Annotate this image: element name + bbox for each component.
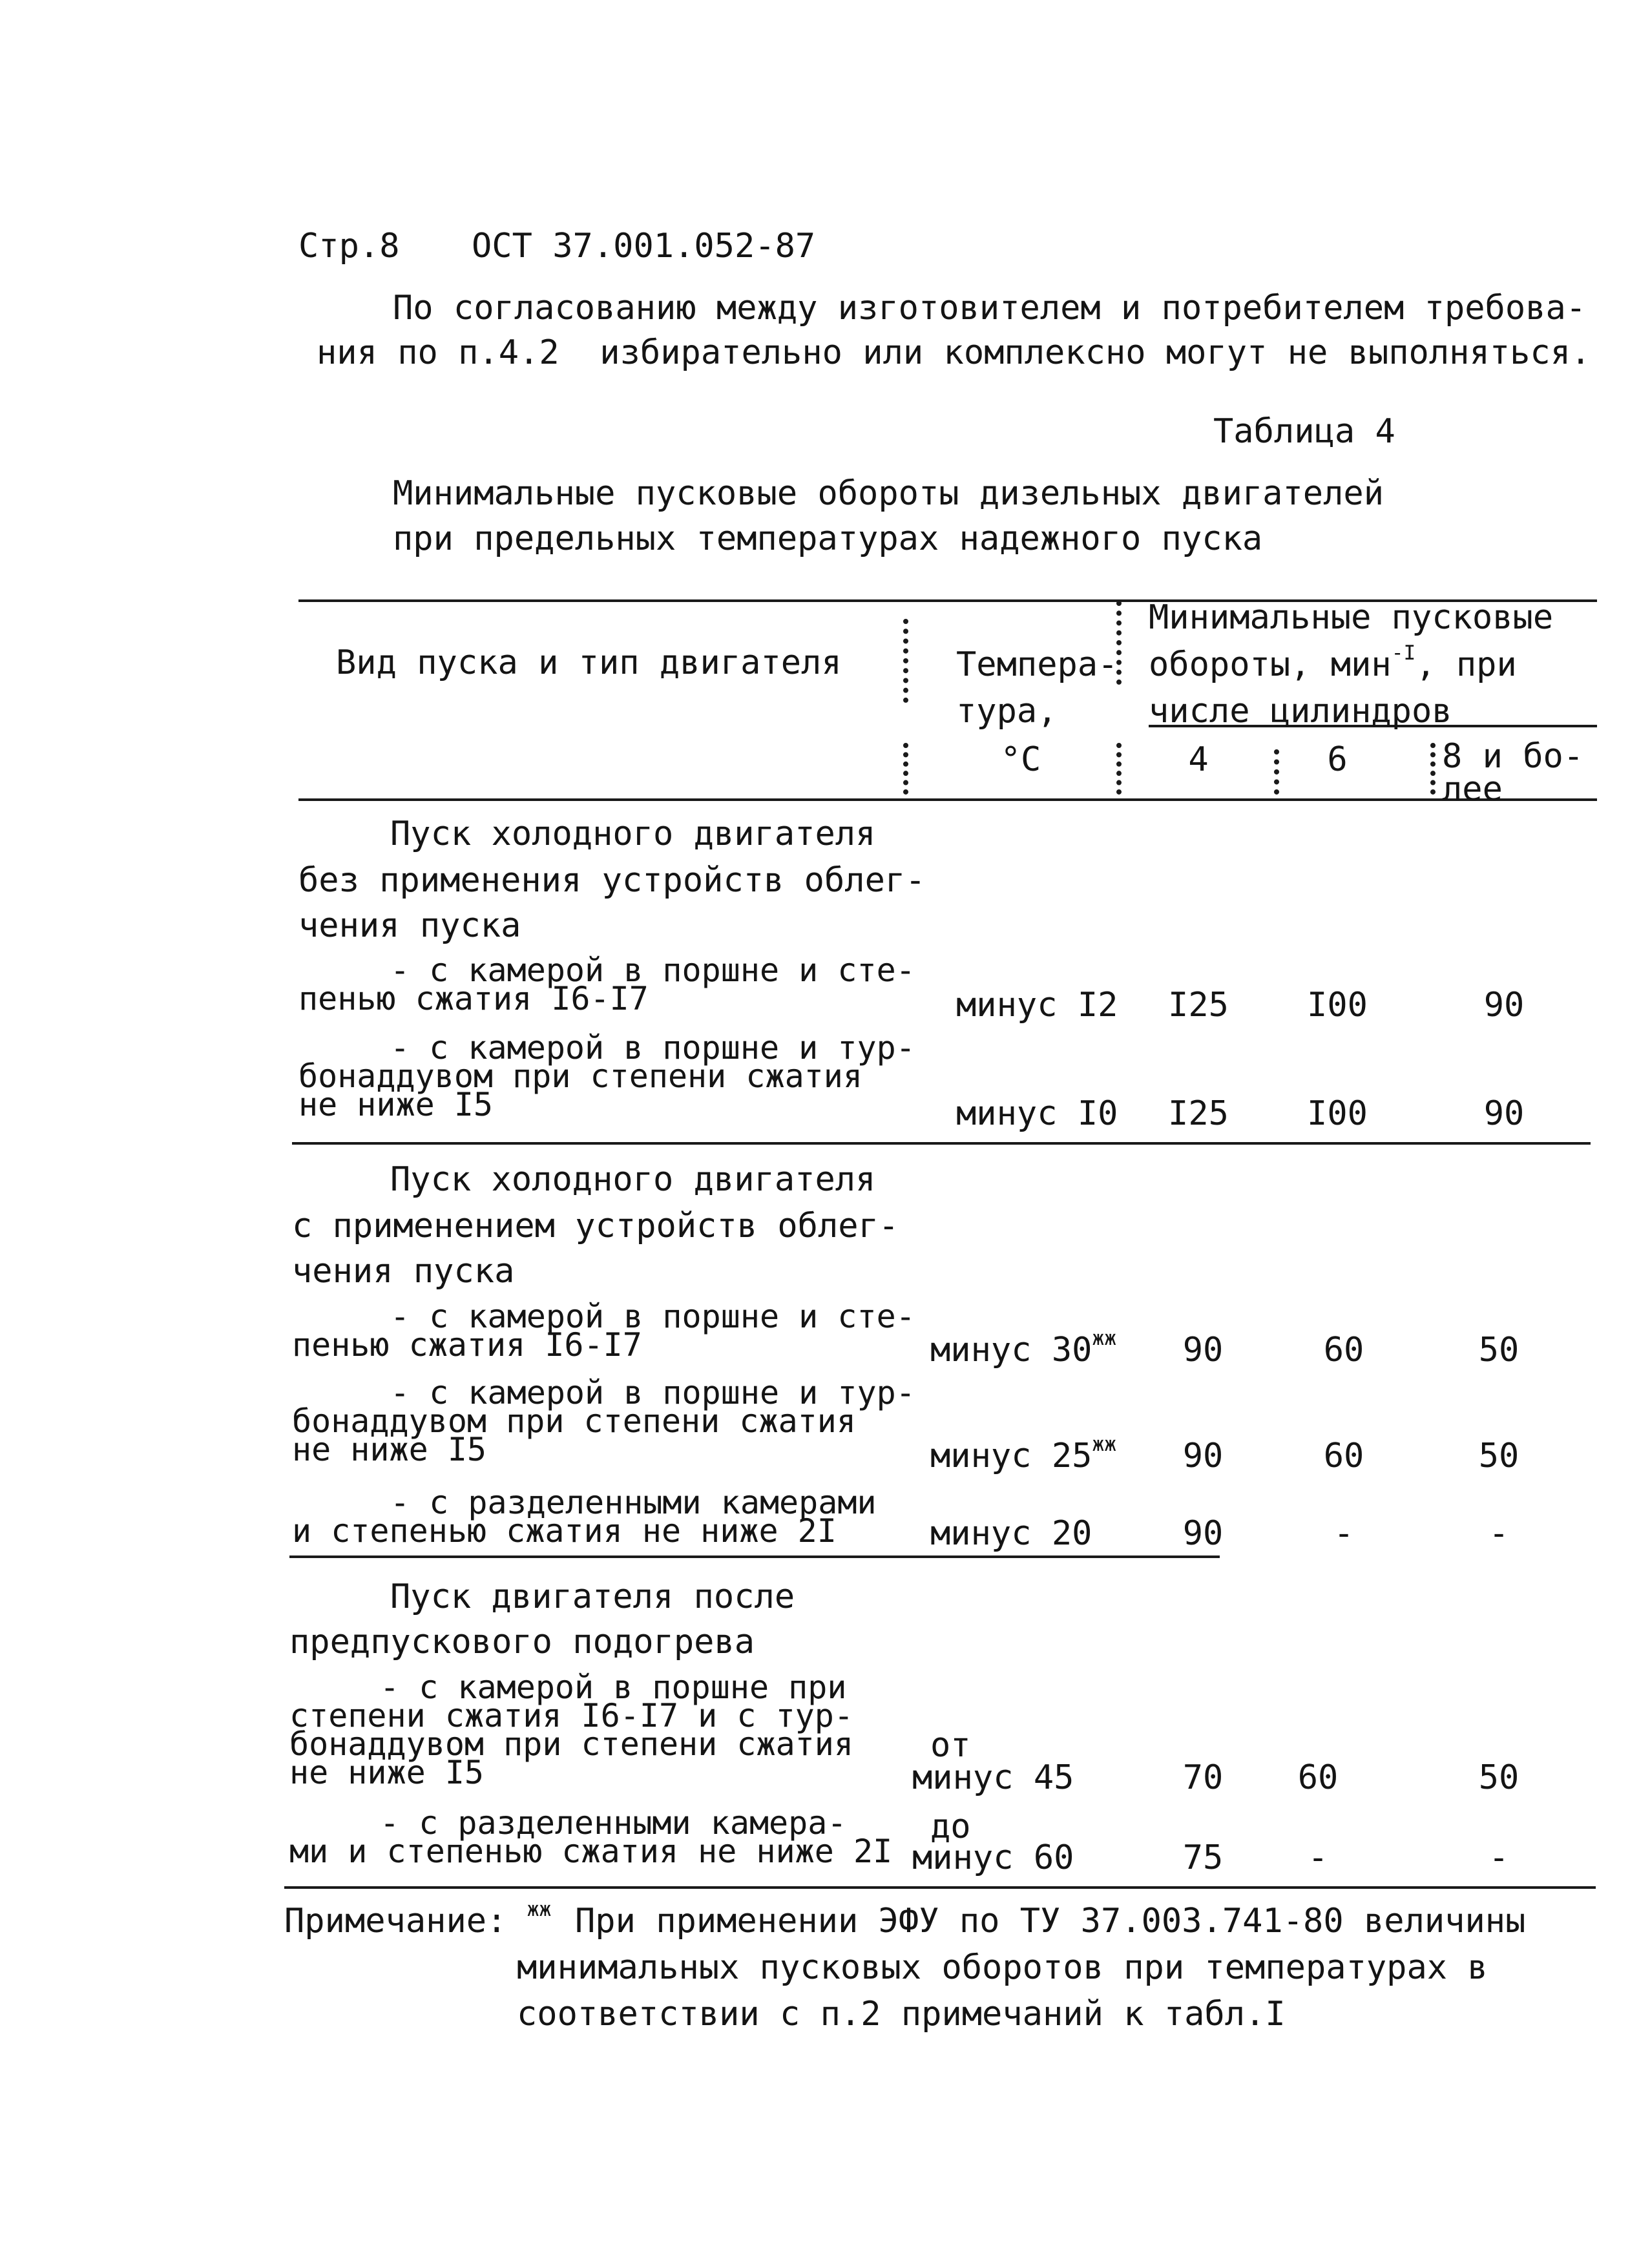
note-line-2: минимальных пусковых оборотов при температурах в xyxy=(517,1948,1488,1987)
section-title-line: чения пуска xyxy=(292,1252,515,1291)
note-line-3: соответствии с п.2 примечаний к табл.I xyxy=(517,1995,1286,2034)
row-rpm-4: 70 xyxy=(1182,1758,1224,1797)
row-temperature: минус I0 xyxy=(956,1094,1118,1133)
header-cylinders-8-line-1: 8 и бо- xyxy=(1442,737,1584,776)
table-caption-line-2: при предельных температурах надежного пуска xyxy=(393,519,1263,558)
row-temperature: минус I2 xyxy=(956,986,1118,1025)
section-title-line: Пуск холодного двигателя xyxy=(390,1160,876,1199)
column-separator xyxy=(903,743,908,795)
row-description-line: - с разделенными камерами xyxy=(390,1484,877,1521)
footnote-mark: жж xyxy=(1092,1327,1117,1351)
row-description-line: - с камерой в поршне и сте- xyxy=(390,1298,915,1335)
row-description-line: - с камерой в поршне и сте- xyxy=(390,952,915,989)
row-description-line: - с камерой в поршне и тур- xyxy=(390,1374,915,1411)
row-rpm-6: 60 xyxy=(1323,1437,1364,1475)
header-rpm-line-1: Минимальные пусковые xyxy=(1149,598,1554,637)
row-rpm-4: 90 xyxy=(1182,1437,1224,1475)
row-rpm-6: I00 xyxy=(1307,1094,1368,1133)
column-separator xyxy=(1430,743,1436,795)
note-line-1: При применении ЭФУ по ТУ 37.003.741-80 величины xyxy=(575,1902,1526,1940)
row-rpm-6: I00 xyxy=(1307,986,1368,1025)
row-rpm-8: 50 xyxy=(1478,1331,1519,1369)
intro-line-2: ния по п.4.2 избирательно или комплексно могут не выполняться. xyxy=(317,333,1591,372)
section-2-rule xyxy=(289,1555,1220,1558)
row-temperature: минус $25^{жж}$ xyxy=(930,1433,1117,1475)
row-rpm-8: 50 xyxy=(1478,1437,1519,1475)
header-cylinders-8-line-2: лее xyxy=(1442,770,1503,809)
row-description-line: не ниже I5 xyxy=(289,1754,485,1791)
row-temperature-prefix: от xyxy=(930,1726,971,1765)
header-rpm-line-3: числе цилиндров xyxy=(1149,692,1452,731)
row-temperature-prefix: до xyxy=(930,1807,971,1846)
row-rpm-4: I25 xyxy=(1168,1094,1229,1133)
row-rpm-8: - xyxy=(1488,1514,1509,1553)
row-rpm-6: 60 xyxy=(1323,1331,1364,1369)
row-description-line: бонаддувом при степени сжатия xyxy=(289,1725,853,1763)
row-temperature: минус 60 xyxy=(912,1838,1074,1877)
footnote-mark: жж xyxy=(1092,1433,1117,1457)
row-description-line: ми и степенью сжатия не ниже 2I xyxy=(289,1833,893,1870)
row-description-line: и степенью сжатия не ниже 2I xyxy=(292,1512,837,1550)
header-temp-line-2: тура, xyxy=(956,692,1058,731)
standard-code: ОСТ 37.001.052-87 xyxy=(472,227,816,265)
header-bottom-rule xyxy=(298,798,1597,801)
row-rpm-4: I25 xyxy=(1168,986,1229,1025)
table-bottom-rule xyxy=(284,1886,1596,1889)
row-rpm-6: - xyxy=(1333,1514,1354,1553)
row-rpm-6: - xyxy=(1308,1838,1328,1877)
row-description-line: - с камерой в поршне при xyxy=(380,1669,847,1706)
section-title-line: Пуск холодного двигателя xyxy=(390,815,876,853)
footnote-mark: жж xyxy=(527,1898,552,1922)
row-description-line: пенью сжатия I6-I7 xyxy=(292,1326,642,1364)
row-description-line: бонаддувом при степени сжатия xyxy=(298,1057,862,1095)
row-description-line: не ниже I5 xyxy=(298,1086,494,1123)
row-description-line: бонаддувом при степени сжатия xyxy=(292,1402,856,1440)
row-description-line: не ниже I5 xyxy=(292,1431,487,1468)
section-title-line: предпускового подогрева xyxy=(289,1623,755,1661)
row-temperature: минус $30^{жж}$ xyxy=(930,1327,1117,1369)
row-rpm-4: 90 xyxy=(1182,1514,1224,1553)
row-rpm-8: - xyxy=(1488,1838,1509,1877)
column-separator xyxy=(903,619,908,703)
row-rpm-6: 60 xyxy=(1297,1758,1339,1797)
row-description-line: - с камерой в поршне и тур- xyxy=(390,1029,915,1066)
row-description-line: степени сжатия I6-I7 и с тур- xyxy=(289,1697,853,1734)
header-type: Вид пуска и тип двигателя xyxy=(336,643,842,682)
column-separator xyxy=(1274,749,1279,795)
row-temperature: минус 20 xyxy=(930,1514,1092,1553)
row-rpm-8: 90 xyxy=(1483,1094,1525,1133)
header-temp-line-1: Темпера- xyxy=(956,645,1118,684)
row-rpm-8: 50 xyxy=(1478,1758,1519,1797)
table-number: Таблица 4 xyxy=(1213,412,1395,451)
section-title-line: Пуск двигателя после xyxy=(390,1577,795,1616)
header-rpm-line-2: обороты, мин$^{-I}$, при xyxy=(1149,641,1517,684)
row-temperature: минус 45 xyxy=(912,1758,1074,1797)
row-rpm-4: 90 xyxy=(1182,1331,1224,1369)
row-rpm-8: 90 xyxy=(1483,986,1525,1025)
section-title-line: с применением устройств облег- xyxy=(292,1207,899,1245)
section-title-line: чения пуска xyxy=(298,906,521,945)
column-separator xyxy=(1116,743,1122,795)
header-cylinders-4: 4 xyxy=(1188,740,1209,779)
section-1-rule xyxy=(292,1142,1591,1145)
row-rpm-4: 75 xyxy=(1182,1838,1224,1877)
header-temp-unit: °С xyxy=(1000,740,1041,779)
intro-line-1: По согласованию между изготовителем и потребителем требова- xyxy=(393,289,1587,328)
table-caption-line-1: Минимальные пусковые обороты дизельных двигателей xyxy=(393,474,1384,513)
row-description-line: - с разделенными камера- xyxy=(380,1804,847,1842)
header-cylinders-6: 6 xyxy=(1327,740,1348,779)
note-label: Примечание: $^{жж}$ xyxy=(284,1898,552,1940)
section-title-line: без применения устройств облег- xyxy=(298,861,926,900)
row-description-line: пенью сжатия I6-I7 xyxy=(298,980,649,1017)
page-number: Стр.8 xyxy=(298,227,400,265)
